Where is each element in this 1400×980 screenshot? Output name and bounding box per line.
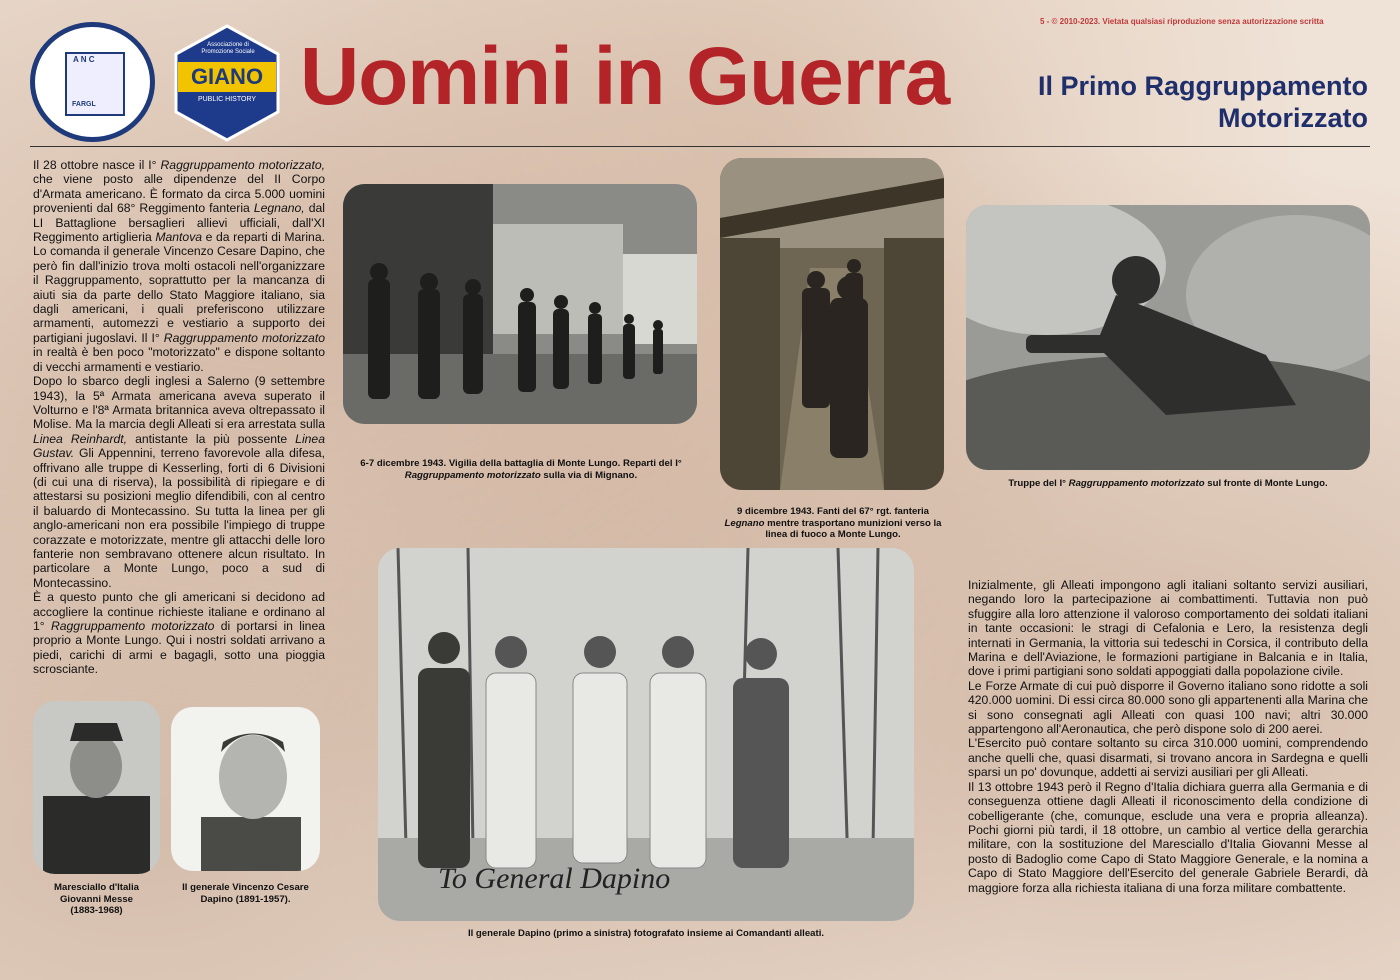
context-paragraph-3: L'Esercito può contare soltanto su circa 310.000 uomini, comprendendo anche quelli che, quasi disarmati, si trovano ancora in Sardegna e quelli sparsi un po' dovunque, addetti ai servizi ausiliari per gli Alleati. — [968, 736, 1368, 780]
photo-inscription: To General Dapino — [438, 862, 671, 895]
caption-photo-3: Truppe del I° Raggruppamento motorizzato sul fronte di Monte Lungo. — [1008, 478, 1328, 489]
anc-logo — [30, 22, 155, 142]
subtitle-line-1: Il Primo Raggruppamento — [1037, 71, 1368, 101]
header-divider — [30, 146, 1370, 147]
intro-text-column — [33, 158, 325, 677]
giano-logo — [168, 24, 286, 142]
intro-paragraph-2: Dopo lo sbarco degli inglesi a Salerno (9 settembre 1943), la 5ª Armata americana aveva superato il Volturno e l'8ª Armata britannica aveva oltrepassato il Molise. Ma la marcia degli Alleati si era arrestata sulla Linea Reinhardt, antistante la più possente Linea Gustav. Gli Appennini, terreno favorevole alla difesa, offrivano alle truppe di Kesserling, forti di 6 Divisioni (di cui una di riserva), la possibilità di ripiegare e di attestarsi su posizioni meglio difendibili, con al centro il baluardo di Montecassino. Su tutta la linea per gli anglo-americani non era possibile l'impiego di truppe corazzate e motorizzate, mentre gli attacchi delle loro fanterie non sembravano ottenere alcun risultato. In particolare a Monte Lungo, poco a sud di Montecassino. — [33, 374, 325, 590]
caption-photo-1: 6-7 dicembre 1943. Vigilia della battaglia di Monte Lungo. Reparti del I° Raggruppamento motorizzato sulla via di Mignano. — [360, 458, 682, 481]
subtitle-line-2: Motorizzato — [1218, 103, 1368, 134]
caption-dapino: Il generale Vincenzo Cesare Dapino (1891-1957). — [182, 882, 309, 905]
giano-logo-top: Associazione di Promozione Sociale — [201, 42, 255, 55]
caption-messe: Maresciallo d'Italia Giovanni Messe (1883-1968) — [54, 882, 139, 916]
caption-photo-2: 9 dicembre 1943. Fanti del 67° rgt. fanteria Legnano mentre trasportano munizioni verso la linea di fuoco a Monte Lungo. — [724, 506, 942, 540]
anc-logo-sub: FARGL — [72, 101, 96, 108]
context-paragraph-4: Il 13 ottobre 1943 però il Regno d'Italia dichiara guerra alla Germania e di conseguenza ottiene dagli Alleati il riconoscimento della condizione di cobelligerante (che, comunque, esclude una vera e propria alleanza). Pochi giorni più tardi, il 18 ottobre, un cambio al vertice della gerarchia militare, con la sostituzione del Maresciallo d'Italia Giovanni Messe al posto di Badoglio come Capo di Stato Maggiore Generale, e la nomina a Capo di Stato Maggiore dell'Esercito del generale Gabriele Berardi, dà maggiore forza alla richiesta italiana di una forza militare combattente. — [968, 779, 1368, 895]
page-subtitle — [940, 70, 1368, 135]
portrait-dapino — [171, 707, 320, 871]
intro-paragraph-1: Il 28 ottobre nasce il I° Raggruppamento motorizzato, che viene posto alle dipendenze del II Corpo d'Armata americano. È formato da circa 5.000 uomini provenienti dal 68° Reggimento fanteria Legnano, dal LI Battaglione bersaglieri allievi ufficiali, dall'XI Reggimento artiglieria Mantova e da reparti di Marina. Lo comanda il generale Vincenzo Cesare Dapino, che però fin dall'inizio trova molti ostacoli nell'organizzare il Raggruppamento, soprattutto per la mancanza di aiuti sia da parte dello Stato Maggiore italiano, sia dagli americani, i quali preferiscono utilizzare armamenti, automezzi e vestiario a supporto dei partigiani jugoslavi. Il I° Raggruppamento motorizzato in realtà è ben poco "motorizzato" e dispone soltanto di vecchi armamenti e vestiario. — [33, 158, 325, 374]
intro-paragraph-3: È a questo punto che gli americani si decidono ad accogliere la continue richieste italiane e ordinano al 1° Raggruppamento motorizzato di portarsi in linea proprio a Monte Lungo. Qui i nostri soldati arrivano a piedi, carichi di armi e bagagli, sotto una pioggia scrosciante. — [33, 590, 325, 677]
copyright-notice: 5 - © 2010-2023. Vietata qualsiasi riproduzione senza autorizzazione scritta — [1040, 17, 1324, 26]
photo-marching-troops — [343, 184, 697, 424]
photo-dapino-allied-commanders — [378, 548, 914, 921]
photo-soldier-front — [966, 205, 1370, 470]
page-title: Uomini in Guerra — [300, 31, 950, 122]
portrait-messe — [33, 701, 160, 874]
giano-logo-name: GIANO — [178, 62, 276, 92]
photo-trench-ammunition — [720, 158, 944, 490]
context-paragraph-2: Le Forze Armate di cui può disporre il Governo italiano sono ridotte a soli 420.000 uomini. Di essi circa 80.000 sono gli appartenenti alla Marina che si sono consegnati agli Alleati con quasi 100 navi; altri 30.000 appartengono all'Aeronautica, che però dispone solo di 200 aerei. — [968, 678, 1368, 737]
giano-logo-bottom: PUBLIC HISTORY — [197, 96, 257, 103]
anc-logo-abbr: A N C — [73, 55, 95, 64]
caption-photo-4: Il generale Dapino (primo a sinistra) fotografato insieme ai Comandanti alleati. — [467, 928, 825, 939]
context-paragraph-1: Inizialmente, gli Alleati impongono agli italiani soltanto servizi ausiliari, negando loro la partecipazione ai combattimenti. Tuttavia non può sfuggire alla loro attenzione il valoroso comportamento dei soldati italiani in tante occasioni: le stragi di Cefalonia e Lero, la resistenza degli internati in Germania, la vittoria sui tedeschi in Corsica, il contributo della Marina e dell'Aviazione, le formazioni partigiane in Balcania e in Italia, dove i primi partigiani sono soldati appoggiati dalla popolazione civile. — [968, 578, 1368, 679]
context-text-column — [968, 578, 1368, 895]
